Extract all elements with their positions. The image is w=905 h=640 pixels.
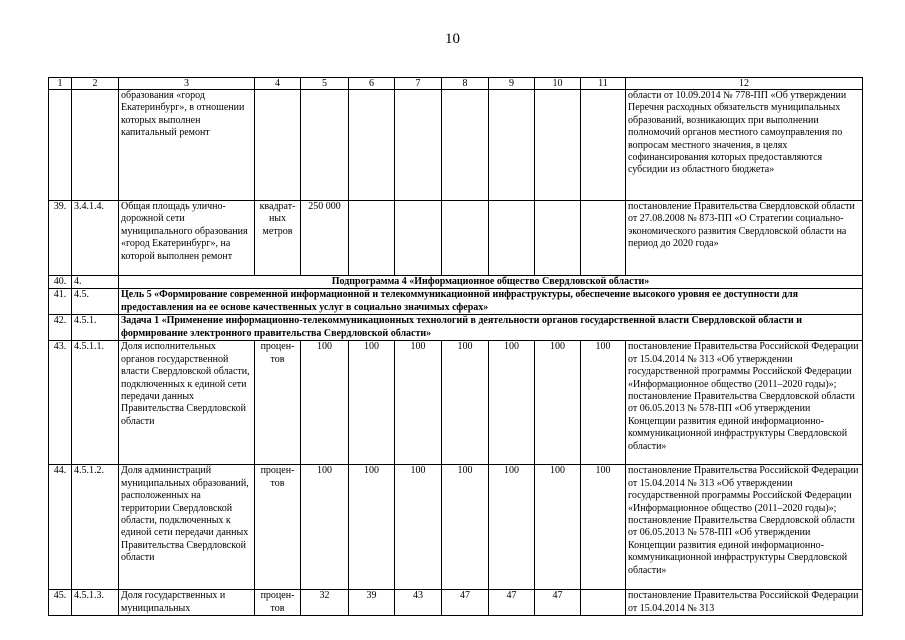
row-number: 43. [49, 341, 72, 465]
indicators-table [48, 77, 863, 616]
header-cell: 9 [489, 78, 535, 90]
header-row [49, 78, 863, 90]
row-number: 44. [49, 465, 72, 590]
header-cell: 6 [349, 78, 395, 90]
goal-title: Цель 5 «Формирование современной информационной и телекоммуникационной инфраструктуры, обеспечение высокого уровня ее доступности для предоставления на ее основе качественных услуг в социально значимых сферах» [119, 289, 863, 315]
value-cell: 100 [581, 341, 626, 465]
value-cell: 100 [581, 465, 626, 590]
indicator-name: Доля исполнительных органов государственной власти Свердловской области, подключенных к единой сети передачи данных Правительства Свердловской области [119, 341, 255, 465]
row-code: 4.5.1.2. [72, 465, 119, 590]
row-number: 45. [49, 590, 72, 616]
header-cell: 11 [581, 78, 626, 90]
header-cell: 12 [626, 78, 863, 90]
page-number: 10 [445, 31, 460, 47]
header-cell: 5 [301, 78, 349, 90]
indicator-name: Доля администраций муниципальных образований, расположенных на территории Свердловской области, подключенных к единой сети передачи данных Правительства Свердловской области [119, 465, 255, 590]
table-row [49, 465, 863, 590]
value-cell: 47 [535, 590, 581, 616]
unit: процен-тов [255, 341, 301, 465]
value-cell: 100 [489, 341, 535, 465]
unit: квадрат-ных метров [255, 201, 301, 276]
row-number: 40. [49, 276, 72, 289]
row-code: 4. [72, 276, 119, 289]
table-row [49, 341, 863, 465]
row-code: 4.5.1.3. [72, 590, 119, 616]
row-code: 4.5. [72, 289, 119, 315]
value-cell: 100 [395, 465, 442, 590]
subprogram-title: Подпрограмма 4 «Информационное общество Свердловской области» [119, 276, 863, 289]
header-cell: 7 [395, 78, 442, 90]
value-cell: 47 [489, 590, 535, 616]
header-cell: 10 [535, 78, 581, 90]
header-cell: 3 [119, 78, 255, 90]
unit: процен-тов [255, 465, 301, 590]
indicator-name: Общая площадь улично-дорожной сети муниципального образования «город Екатеринбург», на которой выполнен ремонт [119, 201, 255, 276]
goal-row [49, 289, 863, 315]
header-cell: 8 [442, 78, 489, 90]
value-cell: 43 [395, 590, 442, 616]
unit: процен-тов [255, 590, 301, 616]
value-cell: 100 [489, 465, 535, 590]
legal-basis: постановление Правительства Российской Федерации от 15.04.2014 № 313 «Об утверждении государственной программы Российской Федерации «Информационное общество (2011–2020 годы)»; постановление Правительства Свердловской области от 06.05.2013 № 578-ПП «Об утверждении Концепции развития единой информационно-коммуникационной инфраструктуры Свердловской области» [626, 341, 863, 465]
value-cell: 100 [395, 341, 442, 465]
header-cell: 4 [255, 78, 301, 90]
value-cell [581, 590, 626, 616]
indicator-name: Доля государственных и муниципальных [119, 590, 255, 616]
header-cell: 2 [72, 78, 119, 90]
row-number: 41. [49, 289, 72, 315]
value-cell: 47 [442, 590, 489, 616]
value-cell: 100 [349, 465, 395, 590]
subprogram-row [49, 276, 863, 289]
value-cell: 100 [301, 341, 349, 465]
value-cell: 250 000 [301, 201, 349, 276]
row-code: 4.5.1.1. [72, 341, 119, 465]
value-cell: 32 [301, 590, 349, 616]
row-code: 4.5.1. [72, 315, 119, 341]
indicator-name: образования «город Екатеринбург», в отношении которых выполнен капитальный ремонт [119, 90, 255, 201]
value-cell: 100 [442, 465, 489, 590]
legal-basis: постановление Правительства Свердловской области от 27.08.2008 № 873-ПП «О Стратегии социально-экономического развития Свердловской области на период до 2020 года» [626, 201, 863, 276]
row-number: 39. [49, 201, 72, 276]
legal-basis: постановление Правительства Российской Федерации от 15.04.2014 № 313 [626, 590, 863, 616]
value-cell: 100 [442, 341, 489, 465]
table-row [49, 590, 863, 616]
task-row [49, 315, 863, 341]
value-cell: 100 [535, 465, 581, 590]
row-number: 42. [49, 315, 72, 341]
legal-basis: области от 10.09.2014 № 778-ПП «Об утверждении Перечня расходных обязательств муниципальных образований, возникающих при выполнении полномочий органов местного самоуправления по вопросам местного значения, в целях софинансирования которых предоставляются субсидии из областного бюджета» [626, 90, 863, 201]
header-cell: 1 [49, 78, 72, 90]
value-cell: 100 [301, 465, 349, 590]
value-cell: 39 [349, 590, 395, 616]
table-row [49, 90, 863, 201]
row-code: 3.4.1.4. [72, 201, 119, 276]
value-cell: 100 [349, 341, 395, 465]
value-cell: 100 [535, 341, 581, 465]
table-row [49, 201, 863, 276]
legal-basis: постановление Правительства Российской Федерации от 15.04.2014 № 313 «Об утверждении государственной программы Российской Федерации «Информационное общество (2011–2020 годы)»; постановление Правительства Свердловской области от 06.05.2013 № 578-ПП «Об утверждении Концепции развития единой информационно-коммуникационной инфраструктуры Свердловской области» [626, 465, 863, 590]
task-title: Задача 1 «Применение информационно-телекоммуникационных технологий в деятельности органов государственной власти Свердловской области и формирование электронного правительства Свердловской области» [119, 315, 863, 341]
